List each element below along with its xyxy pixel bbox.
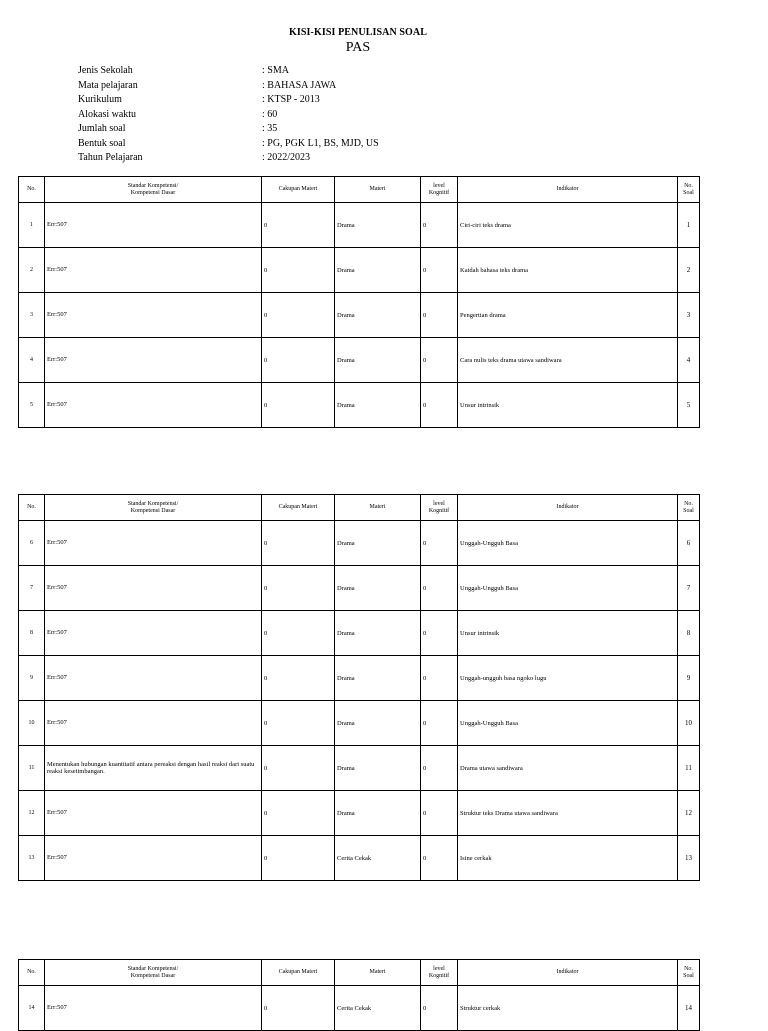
col-header-nosoal-text: Soal bbox=[683, 189, 694, 196]
cell-kompetensi: Err:507 bbox=[45, 986, 262, 1031]
cell-kompetensi: Menentukan hubungan kuantitatif antara pereaksi dengan hasil reaksi dari suatu reaksi kesetimbangan. bbox=[45, 746, 262, 791]
cell-nosoal: 1 bbox=[678, 203, 700, 248]
cell-cakupan: 0 bbox=[262, 203, 335, 248]
col-header-materi bbox=[335, 960, 421, 986]
col-header-no bbox=[19, 495, 45, 521]
cell-no: 11 bbox=[19, 746, 45, 791]
table-row bbox=[19, 746, 700, 791]
cell-kompetensi: Err:507 bbox=[45, 836, 262, 881]
meta-value: : 35 bbox=[262, 123, 278, 134]
cell-materi: Drama bbox=[335, 746, 421, 791]
col-header-nosoal bbox=[678, 177, 700, 203]
cell-materi: Drama bbox=[335, 701, 421, 746]
cell-level: 0 bbox=[421, 248, 458, 293]
cell-kompetensi: Err:507 bbox=[45, 521, 262, 566]
col-header-indikator-text: Indikator bbox=[556, 969, 579, 975]
meta-value: : KTSP - 2013 bbox=[262, 94, 320, 105]
cell-level: 0 bbox=[421, 656, 458, 701]
cell-no: 1 bbox=[19, 203, 45, 248]
cell-indikator: Drama utawa sandiwara bbox=[458, 746, 678, 791]
cell-level: 0 bbox=[421, 521, 458, 566]
cell-no: 13 bbox=[19, 836, 45, 881]
cell-no: 3 bbox=[19, 293, 45, 338]
cell-indikator: Unggah-Ungguh Basa bbox=[458, 521, 678, 566]
col-header-sk bbox=[45, 495, 262, 521]
cell-nosoal: 10 bbox=[678, 701, 700, 746]
cell-nosoal: 12 bbox=[678, 791, 700, 836]
cell-nosoal: 13 bbox=[678, 836, 700, 881]
col-header-materi bbox=[335, 495, 421, 521]
col-header-sk-text: Kompetensi Dasar bbox=[130, 507, 176, 514]
cell-cakupan: 0 bbox=[262, 836, 335, 881]
cell-indikator: Pengertian drama bbox=[458, 293, 678, 338]
kisi-table-2 bbox=[18, 494, 700, 881]
col-header-indikator bbox=[458, 495, 678, 521]
cell-cakupan: 0 bbox=[262, 986, 335, 1031]
cell-level: 0 bbox=[421, 701, 458, 746]
col-header-nosoal-text: No. bbox=[684, 965, 693, 972]
col-header-indikator-text: Indikator bbox=[556, 186, 579, 192]
col-header-sk bbox=[45, 177, 262, 203]
col-header-indikator bbox=[458, 177, 678, 203]
col-header-level-text: Kognitif bbox=[428, 972, 450, 979]
cell-indikator: Cara nulis teks drama utawa sandiwara bbox=[458, 338, 678, 383]
cell-no: 8 bbox=[19, 611, 45, 656]
cell-no: 6 bbox=[19, 521, 45, 566]
cell-materi: Drama bbox=[335, 293, 421, 338]
col-header-sk-text: Standar Kompetensi/ bbox=[127, 500, 179, 507]
cell-level: 0 bbox=[421, 746, 458, 791]
cell-cakupan: 0 bbox=[262, 338, 335, 383]
cell-indikator: Unggah-Ungguh Basa bbox=[458, 566, 678, 611]
col-header-cakupan-text: Cakupan Materi bbox=[278, 186, 318, 192]
cell-kompetensi: Err:507 bbox=[45, 791, 262, 836]
cell-indikator: Isine cerkak bbox=[458, 836, 678, 881]
cell-materi: Drama bbox=[335, 383, 421, 428]
cell-nosoal: 3 bbox=[678, 293, 700, 338]
cell-nosoal: 6 bbox=[678, 521, 700, 566]
cell-materi: Drama bbox=[335, 791, 421, 836]
col-header-sk-text: Standar Kompetensi/ bbox=[127, 182, 179, 189]
cell-no: 12 bbox=[19, 791, 45, 836]
col-header-level bbox=[421, 495, 458, 521]
cell-indikator: Ciri-ciri teks drama bbox=[458, 203, 678, 248]
cell-cakupan: 0 bbox=[262, 248, 335, 293]
table-row bbox=[19, 656, 700, 701]
cell-nosoal: 7 bbox=[678, 566, 700, 611]
cell-materi: Drama bbox=[335, 611, 421, 656]
cell-kompetensi: Err:507 bbox=[45, 611, 262, 656]
cell-cakupan: 0 bbox=[262, 521, 335, 566]
col-header-sk bbox=[45, 960, 262, 986]
cell-level: 0 bbox=[421, 611, 458, 656]
col-header-nosoal-text: No. bbox=[684, 500, 693, 507]
header-row bbox=[19, 177, 700, 203]
meta-label: Tahun Pelajaran bbox=[78, 152, 143, 163]
cell-no: 7 bbox=[19, 566, 45, 611]
cell-cakupan: 0 bbox=[262, 701, 335, 746]
meta-row bbox=[78, 137, 379, 152]
cell-level: 0 bbox=[421, 566, 458, 611]
cell-materi: Drama bbox=[335, 203, 421, 248]
meta-row bbox=[78, 122, 379, 137]
cell-kompetensi: Err:507 bbox=[45, 383, 262, 428]
col-header-level-text: Kognitif bbox=[428, 507, 450, 514]
col-header-nosoal-text: Soal bbox=[683, 972, 694, 979]
meta-label: Kurikulum bbox=[78, 94, 122, 105]
cell-indikator: Unsur intrinsik bbox=[458, 611, 678, 656]
cell-nosoal: 14 bbox=[678, 986, 700, 1031]
col-header-nosoal-text: Soal bbox=[683, 507, 694, 514]
cell-cakupan: 0 bbox=[262, 383, 335, 428]
meta-row bbox=[78, 108, 379, 123]
meta-info bbox=[78, 64, 379, 166]
col-header-level-text: level bbox=[433, 500, 445, 507]
col-header-sk-text: Kompetensi Dasar bbox=[130, 189, 176, 196]
col-header-nosoal-text: No. bbox=[684, 182, 693, 189]
kisi-table-3 bbox=[18, 959, 700, 1031]
col-header-no-text: No. bbox=[27, 504, 36, 510]
table-row bbox=[19, 611, 700, 656]
col-header-materi bbox=[335, 177, 421, 203]
col-header-nosoal bbox=[678, 960, 700, 986]
col-header-cakupan-text: Cakupan Materi bbox=[278, 504, 318, 510]
table-row bbox=[19, 791, 700, 836]
col-header-no bbox=[19, 960, 45, 986]
col-header-materi-text: Materi bbox=[369, 969, 386, 975]
table-row bbox=[19, 383, 700, 428]
meta-label: Jenis Sekolah bbox=[78, 65, 133, 76]
col-header-no-text: No. bbox=[27, 186, 36, 192]
cell-no: 9 bbox=[19, 656, 45, 701]
table-row bbox=[19, 203, 700, 248]
cell-kompetensi: Err:507 bbox=[45, 701, 262, 746]
cell-indikator: Struktur cerkak bbox=[458, 986, 678, 1031]
cell-cakupan: 0 bbox=[262, 566, 335, 611]
cell-nosoal: 2 bbox=[678, 248, 700, 293]
col-header-no-text: No. bbox=[27, 969, 36, 975]
col-header-cakupan-text: Cakupan Materi bbox=[278, 969, 318, 975]
cell-materi: Drama bbox=[335, 248, 421, 293]
cell-nosoal: 8 bbox=[678, 611, 700, 656]
meta-label: Alokasi waktu bbox=[78, 108, 137, 120]
cell-indikator: Unsur intrinsik bbox=[458, 383, 678, 428]
cell-nosoal: 11 bbox=[678, 746, 700, 791]
cell-kompetensi: Err:507 bbox=[45, 248, 262, 293]
cell-cakupan: 0 bbox=[262, 293, 335, 338]
cell-level: 0 bbox=[421, 383, 458, 428]
col-header-level bbox=[421, 177, 458, 203]
meta-value: : PG, PGK L1, BS, MJD, US bbox=[262, 137, 379, 149]
cell-kompetensi: Err:507 bbox=[45, 656, 262, 701]
table-row bbox=[19, 701, 700, 746]
cell-materi: Drama bbox=[335, 521, 421, 566]
cell-no: 2 bbox=[19, 248, 45, 293]
table-row bbox=[19, 338, 700, 383]
cell-kompetensi: Err:507 bbox=[45, 203, 262, 248]
cell-no: 4 bbox=[19, 338, 45, 383]
meta-row bbox=[78, 151, 379, 166]
cell-kompetensi: Err:507 bbox=[45, 338, 262, 383]
cell-indikator: Unggah-Ungguh Basa bbox=[458, 701, 678, 746]
cell-no: 14 bbox=[19, 986, 45, 1031]
cell-no: 5 bbox=[19, 383, 45, 428]
kisi-table-1 bbox=[18, 176, 700, 428]
col-header-cakupan bbox=[262, 960, 335, 986]
cell-materi: Cerita Cekak bbox=[335, 836, 421, 881]
col-header-no bbox=[19, 177, 45, 203]
meta-value: : 2022/2023 bbox=[262, 152, 311, 163]
cell-level: 0 bbox=[421, 836, 458, 881]
table-row bbox=[19, 566, 700, 611]
cell-indikator: Unggah-ungguh basa ngoko lugu bbox=[458, 656, 678, 701]
cell-level: 0 bbox=[421, 203, 458, 248]
cell-cakupan: 0 bbox=[262, 656, 335, 701]
table-row bbox=[19, 248, 700, 293]
cell-indikator: Kaidah bahasa teks drama bbox=[458, 248, 678, 293]
col-header-materi-text: Materi bbox=[369, 186, 386, 192]
cell-nosoal: 5 bbox=[678, 383, 700, 428]
cell-materi: Cerita Cekak bbox=[335, 986, 421, 1031]
cell-level: 0 bbox=[421, 791, 458, 836]
col-header-sk-text: Standar Kompetensi/ bbox=[127, 965, 179, 972]
document-title: KISI-KISI PENULISAN SOAL bbox=[289, 27, 427, 38]
col-header-cakupan bbox=[262, 495, 335, 521]
meta-row bbox=[78, 79, 379, 94]
cell-level: 0 bbox=[421, 293, 458, 338]
cell-cakupan: 0 bbox=[262, 791, 335, 836]
col-header-level-text: Kognitif bbox=[428, 189, 450, 196]
col-header-indikator-text: Indikator bbox=[556, 504, 579, 510]
table-row bbox=[19, 293, 700, 338]
document-subtitle: PAS bbox=[345, 40, 371, 55]
col-header-level-text: level bbox=[433, 965, 445, 972]
cell-kompetensi: Err:507 bbox=[45, 566, 262, 611]
meta-row bbox=[78, 64, 379, 79]
cell-nosoal: 9 bbox=[678, 656, 700, 701]
cell-nosoal: 4 bbox=[678, 338, 700, 383]
meta-value: : BAHASA JAWA bbox=[262, 79, 337, 91]
meta-value: : 60 bbox=[262, 108, 278, 120]
cell-level: 0 bbox=[421, 986, 458, 1031]
cell-materi: Drama bbox=[335, 656, 421, 701]
cell-indikator: Struktur teks Drama utawa sandiwara bbox=[458, 791, 678, 836]
col-header-sk-text: Kompetensi Dasar bbox=[130, 972, 176, 979]
col-header-indikator bbox=[458, 960, 678, 986]
meta-label: Mata pelajaran bbox=[78, 79, 138, 91]
table-row bbox=[19, 836, 700, 881]
col-header-level-text: level bbox=[433, 182, 445, 189]
header-row bbox=[19, 495, 700, 521]
col-header-cakupan bbox=[262, 177, 335, 203]
cell-materi: Drama bbox=[335, 338, 421, 383]
cell-cakupan: 0 bbox=[262, 611, 335, 656]
meta-row bbox=[78, 93, 379, 108]
cell-no: 10 bbox=[19, 701, 45, 746]
col-header-nosoal bbox=[678, 495, 700, 521]
meta-label: Bentuk soal bbox=[78, 137, 126, 149]
cell-materi: Drama bbox=[335, 566, 421, 611]
header-row bbox=[19, 960, 700, 986]
cell-level: 0 bbox=[421, 338, 458, 383]
meta-value: : SMA bbox=[262, 65, 289, 76]
col-header-level bbox=[421, 960, 458, 986]
meta-label: Jumlah soal bbox=[78, 123, 126, 134]
cell-cakupan: 0 bbox=[262, 746, 335, 791]
col-header-materi-text: Materi bbox=[369, 504, 386, 510]
cell-kompetensi: Err:507 bbox=[45, 293, 262, 338]
table-row bbox=[19, 521, 700, 566]
